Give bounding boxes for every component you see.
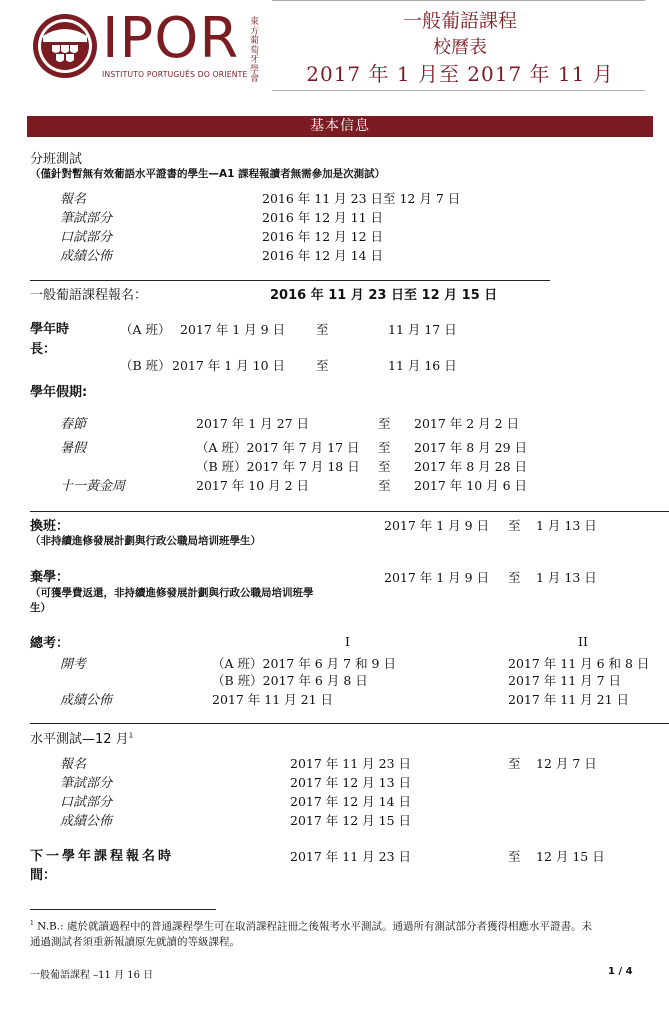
transfer-label: 換班：	[30, 519, 70, 534]
exam-v2: 2017 年 11 月 7 日	[508, 673, 622, 688]
holiday-name: 暑假	[60, 441, 87, 456]
footer-left: 一般葡語課程 –11 月 16 日	[30, 970, 154, 981]
next-year-label: 下一學年課程報名時	[30, 849, 175, 864]
row-label: 報名	[60, 192, 87, 207]
level-start: 2017 年 12 月 13 日	[290, 775, 411, 790]
row-label: 口試部分	[60, 230, 113, 245]
exams-col2: II	[578, 634, 588, 649]
withdraw-note: （可獲學費返還，非持續進修發展計劃與行政公職局培训班學	[30, 587, 314, 599]
transfer-note: （非持續進修發展計劃與行政公職局培训班學生）	[30, 535, 261, 547]
logo	[30, 6, 270, 84]
logo-chinese: 東方葡萄牙學會	[250, 17, 260, 84]
duration-end: 11 月 16 日	[388, 358, 457, 373]
section-banner: 基本信息	[27, 116, 653, 137]
holiday-start: （A 班）2017 年 7 月 17 日	[196, 440, 360, 455]
next-year-end: 12 月 15 日	[536, 849, 605, 864]
duration-label: 學年時長：	[30, 322, 70, 357]
footnote	[30, 916, 592, 950]
level-end: 12 月 7 日	[536, 756, 597, 771]
title-line3: 2017 年 1 月至 2017 年 11 月	[306, 62, 614, 86]
exam-v1: （A 班）2017 年 6 月 7 和 9 日	[212, 656, 396, 671]
exam-v1: （B 班）2017 年 6 月 8 日	[212, 673, 368, 688]
transfer-to: 至	[508, 518, 521, 533]
exams-col1: I	[345, 634, 350, 649]
level-to: 至	[508, 756, 521, 771]
holiday-to: 至	[378, 478, 391, 493]
row-value: 2016 年 11 月 23 日至 12 月 7 日	[262, 191, 461, 206]
duration-to: 至	[316, 358, 329, 373]
holiday-end: 2017 年 8 月 28 日	[414, 459, 528, 474]
duration-to: 至	[316, 322, 329, 337]
withdraw-note2: 生）	[30, 602, 51, 614]
duration-class: （A 班）	[120, 322, 171, 337]
placement-heading: 分班測試	[30, 152, 83, 167]
exam-v2: 2017 年 11 月 21 日	[508, 692, 629, 707]
exams-label: 總考：	[30, 636, 70, 651]
title-line2: 校曆表	[433, 37, 487, 58]
level-start: 2017 年 12 月 14 日	[290, 794, 411, 809]
row-value: 2016 年 12 月 12 日	[262, 229, 383, 244]
duration-end: 11 月 17 日	[388, 322, 457, 337]
next-year-to: 至	[508, 849, 521, 864]
footnote-line1: N.B.: 處於就讀過程中的普通課程學生可在取消課程註冊之後報考水平測試。通過所有測試部分者獲得相應水平證書。未	[37, 920, 592, 933]
holiday-start: 2017 年 10 月 2 日	[196, 478, 310, 493]
holidays-label: 學年假期:	[30, 385, 88, 400]
logo-text: IPOR	[102, 6, 240, 71]
holiday-name: 春節	[60, 417, 87, 432]
title-line1: 一般葡語課程	[402, 10, 517, 32]
next-year-start: 2017 年 11 月 23 日	[290, 849, 411, 864]
row-label: 筆試部分	[60, 211, 113, 226]
withdraw-to: 至	[508, 570, 521, 585]
footnote-line2: 通過測試者須重新報讀原先就讀的等級課程。	[30, 935, 240, 948]
holiday-name: 十一黃金周	[60, 479, 126, 494]
level-name: 口試部分	[60, 795, 113, 810]
withdraw-start: 2017 年 1 月 9 日	[384, 570, 490, 585]
exam-v1: 2017 年 11 月 21 日	[212, 692, 333, 707]
holiday-end: 2017 年 10 月 6 日	[414, 478, 528, 493]
level-test-label-text: 水平測試—12 月	[30, 732, 129, 747]
page-number: 1 / 4	[608, 966, 633, 977]
footnote-ref: 1	[128, 731, 134, 740]
next-year-label2: 間：	[30, 868, 57, 883]
row-value: 2016 年 12 月 11 日	[262, 210, 383, 225]
registration-value: 2016 年 11 月 23 日至 12 月 15 日	[270, 288, 498, 303]
duration-start: 2017 年 1 月 9 日	[180, 322, 286, 337]
holiday-to: 至	[378, 459, 391, 474]
holiday-start: （B 班）2017 年 7 月 18 日	[196, 459, 360, 474]
holiday-to: 至	[378, 416, 391, 431]
level-start: 2017 年 11 月 23 日	[290, 756, 411, 771]
level-name: 成績公佈	[60, 814, 113, 829]
footnote-mark: 1	[30, 920, 34, 927]
row-label: 成績公佈	[60, 249, 113, 264]
level-name: 報名	[60, 757, 87, 772]
row-value: 2016 年 12 月 14 日	[262, 248, 383, 263]
level-test-label	[30, 728, 133, 747]
duration-class: （B 班）	[120, 358, 171, 373]
exam-v2: 2017 年 11 月 6 和 8 日	[508, 656, 650, 671]
registration-label: 一般葡語課程報名：	[30, 288, 148, 303]
holiday-to: 至	[378, 440, 391, 455]
placement-note: （僅針對暫無有效葡語水平證書的學生—A1 課程報讀者無需參加是次測試）	[30, 168, 386, 180]
transfer-end: 1 月 13 日	[536, 518, 597, 533]
holiday-end: 2017 年 8 月 29 日	[414, 440, 528, 455]
holiday-start: 2017 年 1 月 27 日	[196, 416, 310, 431]
exam-name: 成績公佈	[60, 693, 113, 708]
withdraw-label: 棄學：	[30, 570, 70, 585]
exam-name: 開考	[60, 657, 87, 672]
transfer-start: 2017 年 1 月 9 日	[384, 518, 490, 533]
logo-emblem-icon	[30, 12, 100, 80]
duration-start: 2017 年 1 月 10 日	[172, 358, 286, 373]
holiday-end: 2017 年 2 月 2 日	[414, 416, 520, 431]
logo-subtitle: INSTITUTO PORTUGUÊS DO ORIENTE	[102, 70, 248, 79]
level-start: 2017 年 12 月 15 日	[290, 813, 411, 828]
withdraw-end: 1 月 13 日	[536, 570, 597, 585]
level-name: 筆試部分	[60, 776, 113, 791]
